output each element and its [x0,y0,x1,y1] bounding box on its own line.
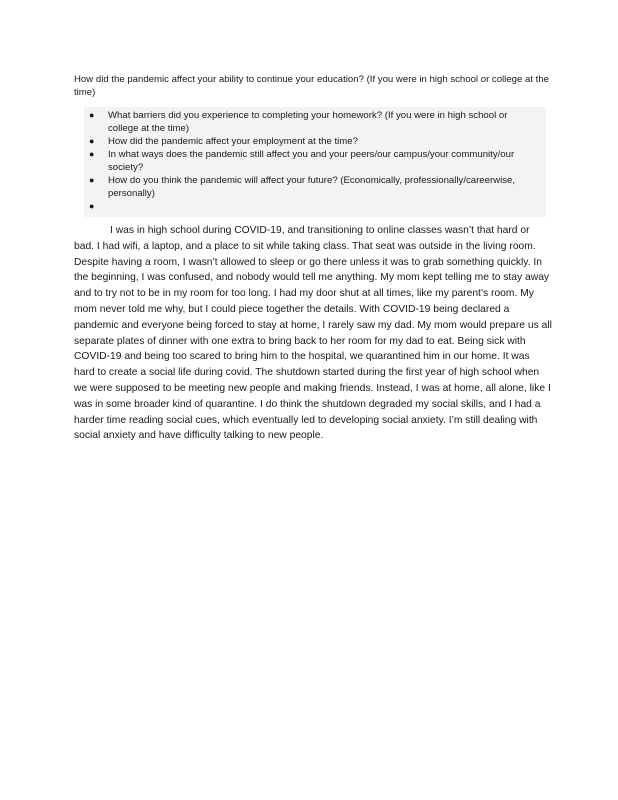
response-paragraph: I was in high school during COVID-19, and transitioning to online classes wasn’t that hard or bad. I had wifi, a laptop, and a place to sit while taking class. That seat was outside in the living room. Despite having a room, I wasn’t allowed to sleep or go there unless it was to grab something quickly. In the beginning, I was confused, and nobody would tell me anything. My mom kept telling me to stay away and to try not to be in my room for too long. I had my door shut at all times, like my parent’s room. My mom never told me why, but I could piece together the details. With COVID-19 being declared a pandemic and everyone being forced to stay at home, I rarely saw my dad. My mom would prepare us all separate plates of dinner with one extra to bring back to her room for my dad to eat. Being sick with COVID-19 and being too scared to bring him to the hospital, we quarantined him in our home. It was hard to create a social life during covid. The shutdown started during the first year of high school when we were supposed to be meeting new people and making friends. Instead, I was at home, all alone, like I was in some broader kind of quarantine. I do think the shutdown degraded my social skills, and I had a harder time reading social cues, which eventually led to developing social anxiety. I’m still dealing with social anxiety and have difficulty talking to new people. [74,225,552,442]
prompt-text: How did the pandemic affect your employment at the time? [108,136,358,147]
bullet-icon: ● [89,110,95,120]
prompt-item [84,148,533,174]
prompt-item [84,174,533,200]
prompt-list [84,107,546,211]
prompt-list-box [84,107,546,217]
prompt-text: How do you think the pandemic will affect your future? (Economically, professionally/careerwise, personally) [108,175,516,199]
prompt-item [84,109,533,135]
question-heading: How did the pandemic affect your ability to continue your education? (If you were in high school or college at the time) [74,74,549,98]
prompt-item [84,135,533,148]
prompt-text: In what ways does the pandemic still affect you and your peers/our campus/your community/our society? [108,149,515,173]
bullet-icon: ● [89,136,95,146]
bullet-icon: ● [89,175,95,185]
bullet-icon: ● [89,149,95,159]
prompt-text: What barriers did you experience to completing your homework? (If you were in high school or college at the time) [108,110,508,134]
bullet-icon: ● [89,201,95,211]
